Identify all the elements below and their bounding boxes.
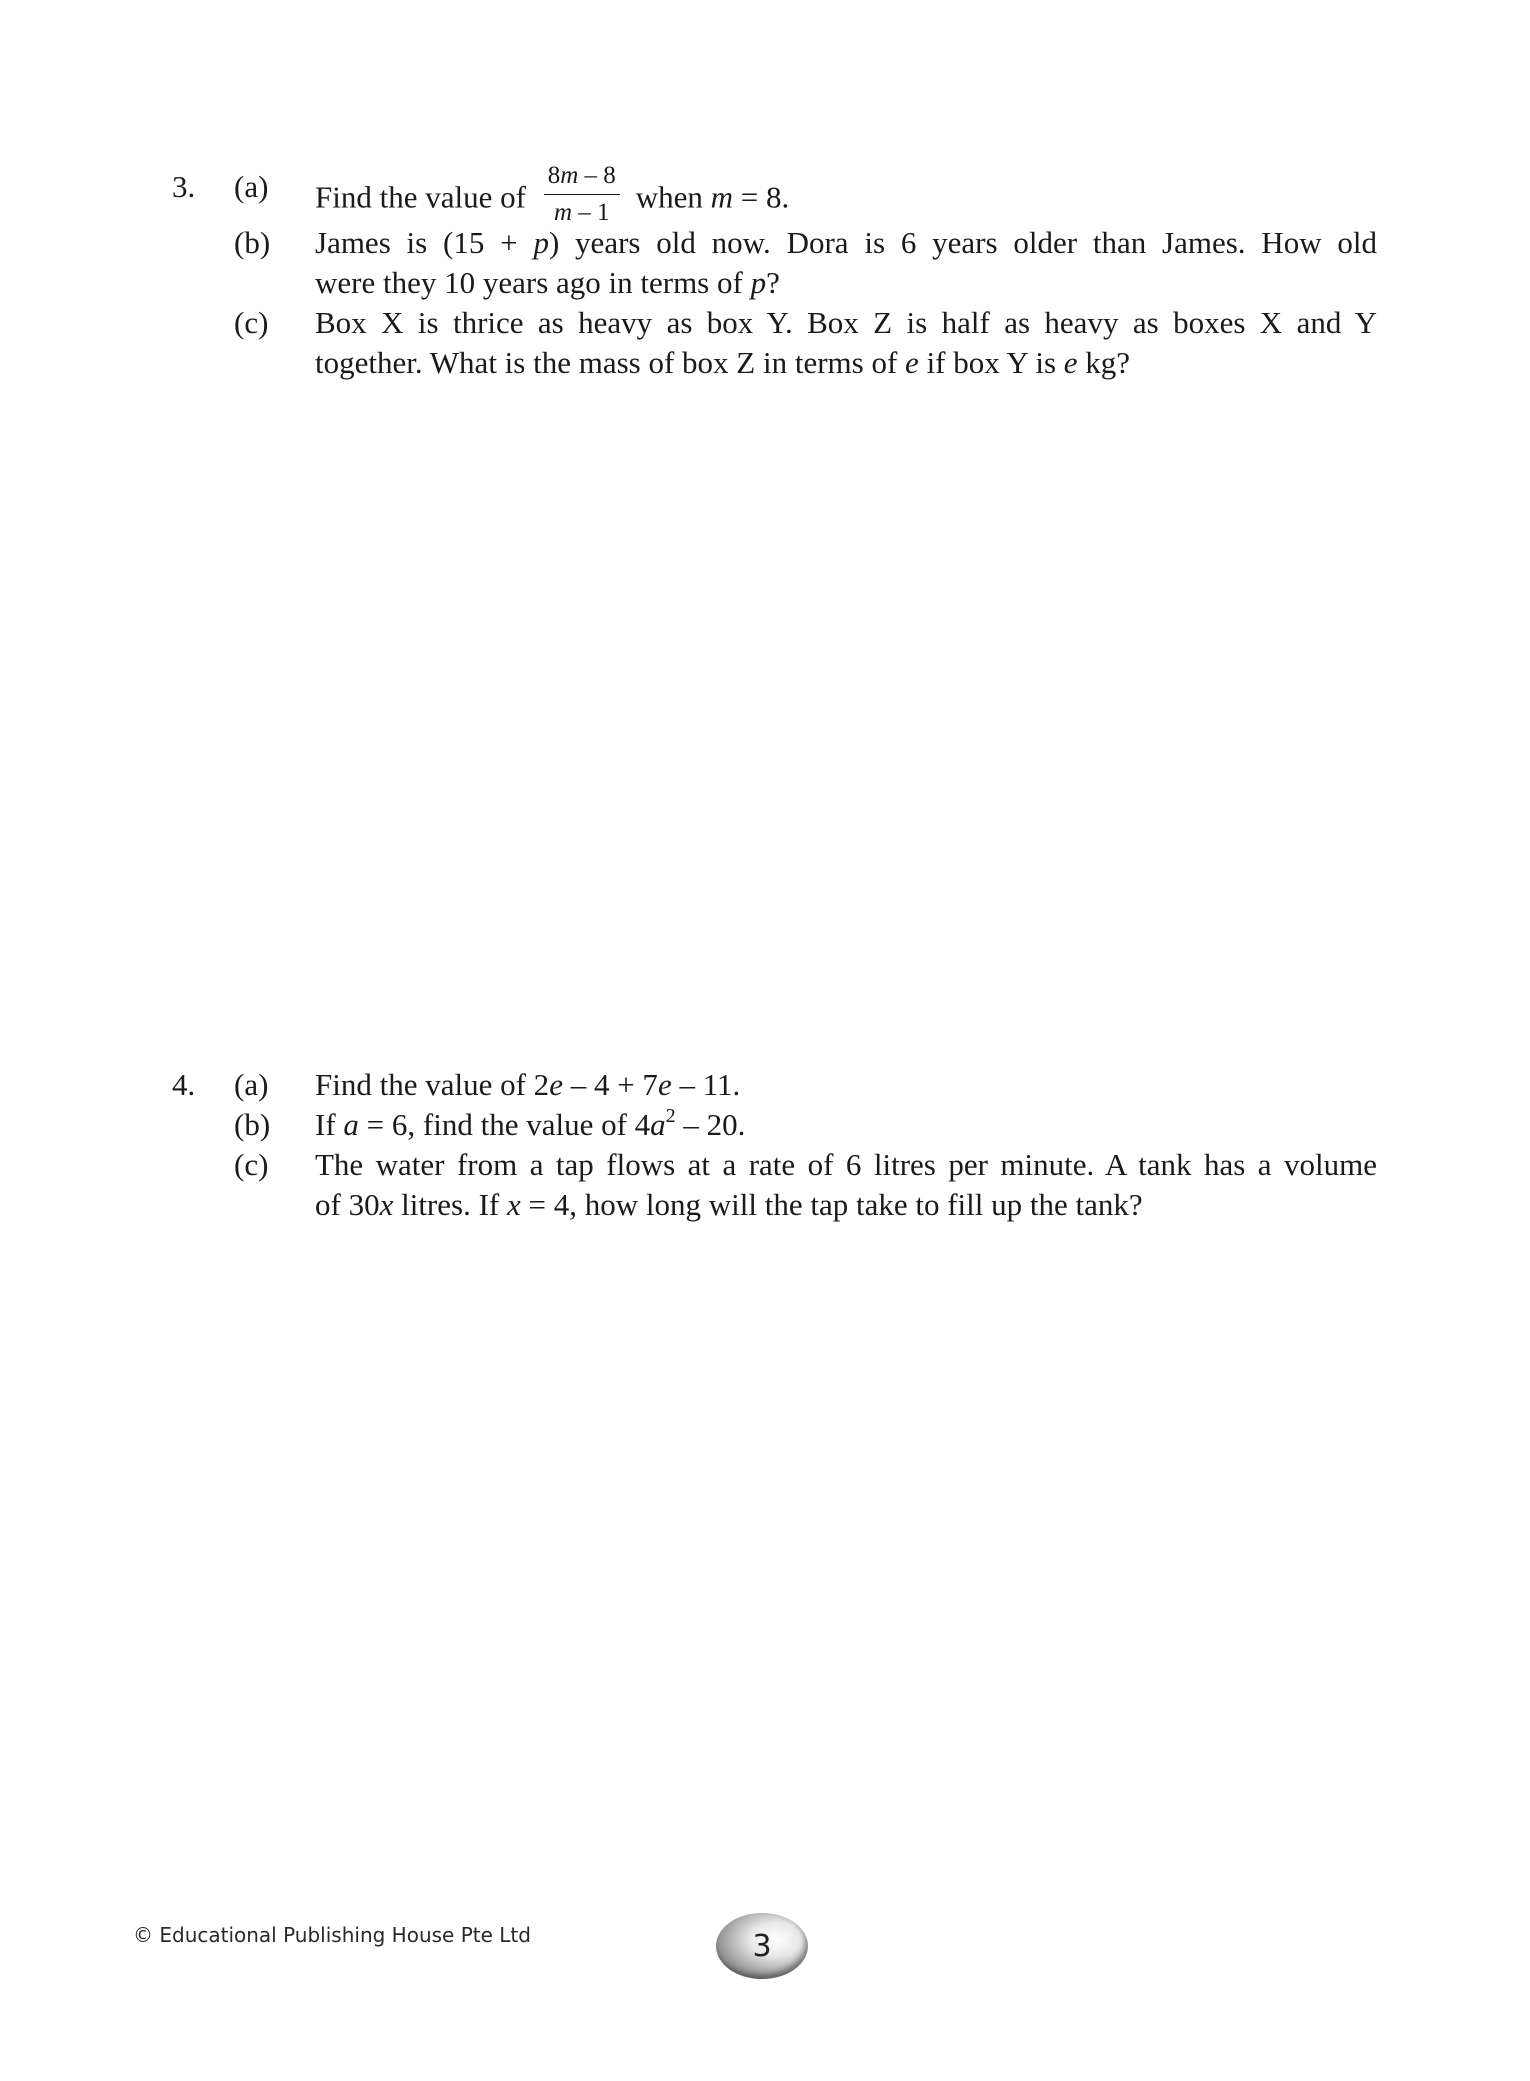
part-label: (b) bbox=[234, 1107, 271, 1142]
text-after-fraction: when bbox=[635, 179, 711, 215]
part-text: Find the value of 2e – 4 + 7e – 11. bbox=[315, 1067, 741, 1102]
text-line-1: Box X is thrice as heavy as box Y. Box Z is half as heavy as boxes X and Y bbox=[315, 305, 1377, 340]
part-label: (a) bbox=[234, 1067, 269, 1102]
copyright-notice: © Educational Publishing House Pte Ltd bbox=[133, 1923, 531, 1947]
fraction bbox=[544, 161, 620, 228]
part-text bbox=[315, 223, 1377, 303]
part-label: (b) bbox=[234, 225, 271, 260]
exponent: 2 bbox=[665, 1104, 676, 1127]
part-text bbox=[315, 303, 1377, 383]
text-line-2: were they 10 years ago in terms of p? bbox=[315, 265, 780, 300]
page-number: 3 bbox=[752, 1928, 772, 1964]
text-line-1: The water from a tap flows at a rate of 6 litres per minute. A tank has a volume bbox=[315, 1147, 1377, 1182]
text-line-1: James is (15 + p) years old now. Dora is 6 years older than James. How old bbox=[315, 225, 1377, 260]
fraction-denominator: m – 1 bbox=[553, 199, 610, 226]
part-label: (a) bbox=[234, 169, 269, 204]
part-text bbox=[315, 1145, 1377, 1225]
part-text: If a = 6, find the value of $4a^2 - 20$. bbox=[315, 1104, 746, 1142]
text-before-fraction: Find the value of bbox=[315, 179, 526, 215]
text-after-fraction-end: = 8. bbox=[733, 179, 790, 215]
page-number-badge bbox=[716, 1913, 808, 1979]
text-line-2: of 30x litres. If x = 4, how long will the tap take to fill up the tank? bbox=[315, 1187, 1143, 1222]
question-number: 3. bbox=[172, 169, 196, 204]
fraction-numerator: 8m – 8 bbox=[547, 162, 616, 189]
part-label: (c) bbox=[234, 1147, 269, 1182]
fraction-bar bbox=[544, 194, 620, 195]
question-number: 4. bbox=[172, 1067, 196, 1102]
text-line-2: together. What is the mass of box Z in terms of e if box Y is e kg? bbox=[315, 345, 1131, 380]
variable: m bbox=[710, 179, 734, 215]
part-label: (c) bbox=[234, 305, 269, 340]
